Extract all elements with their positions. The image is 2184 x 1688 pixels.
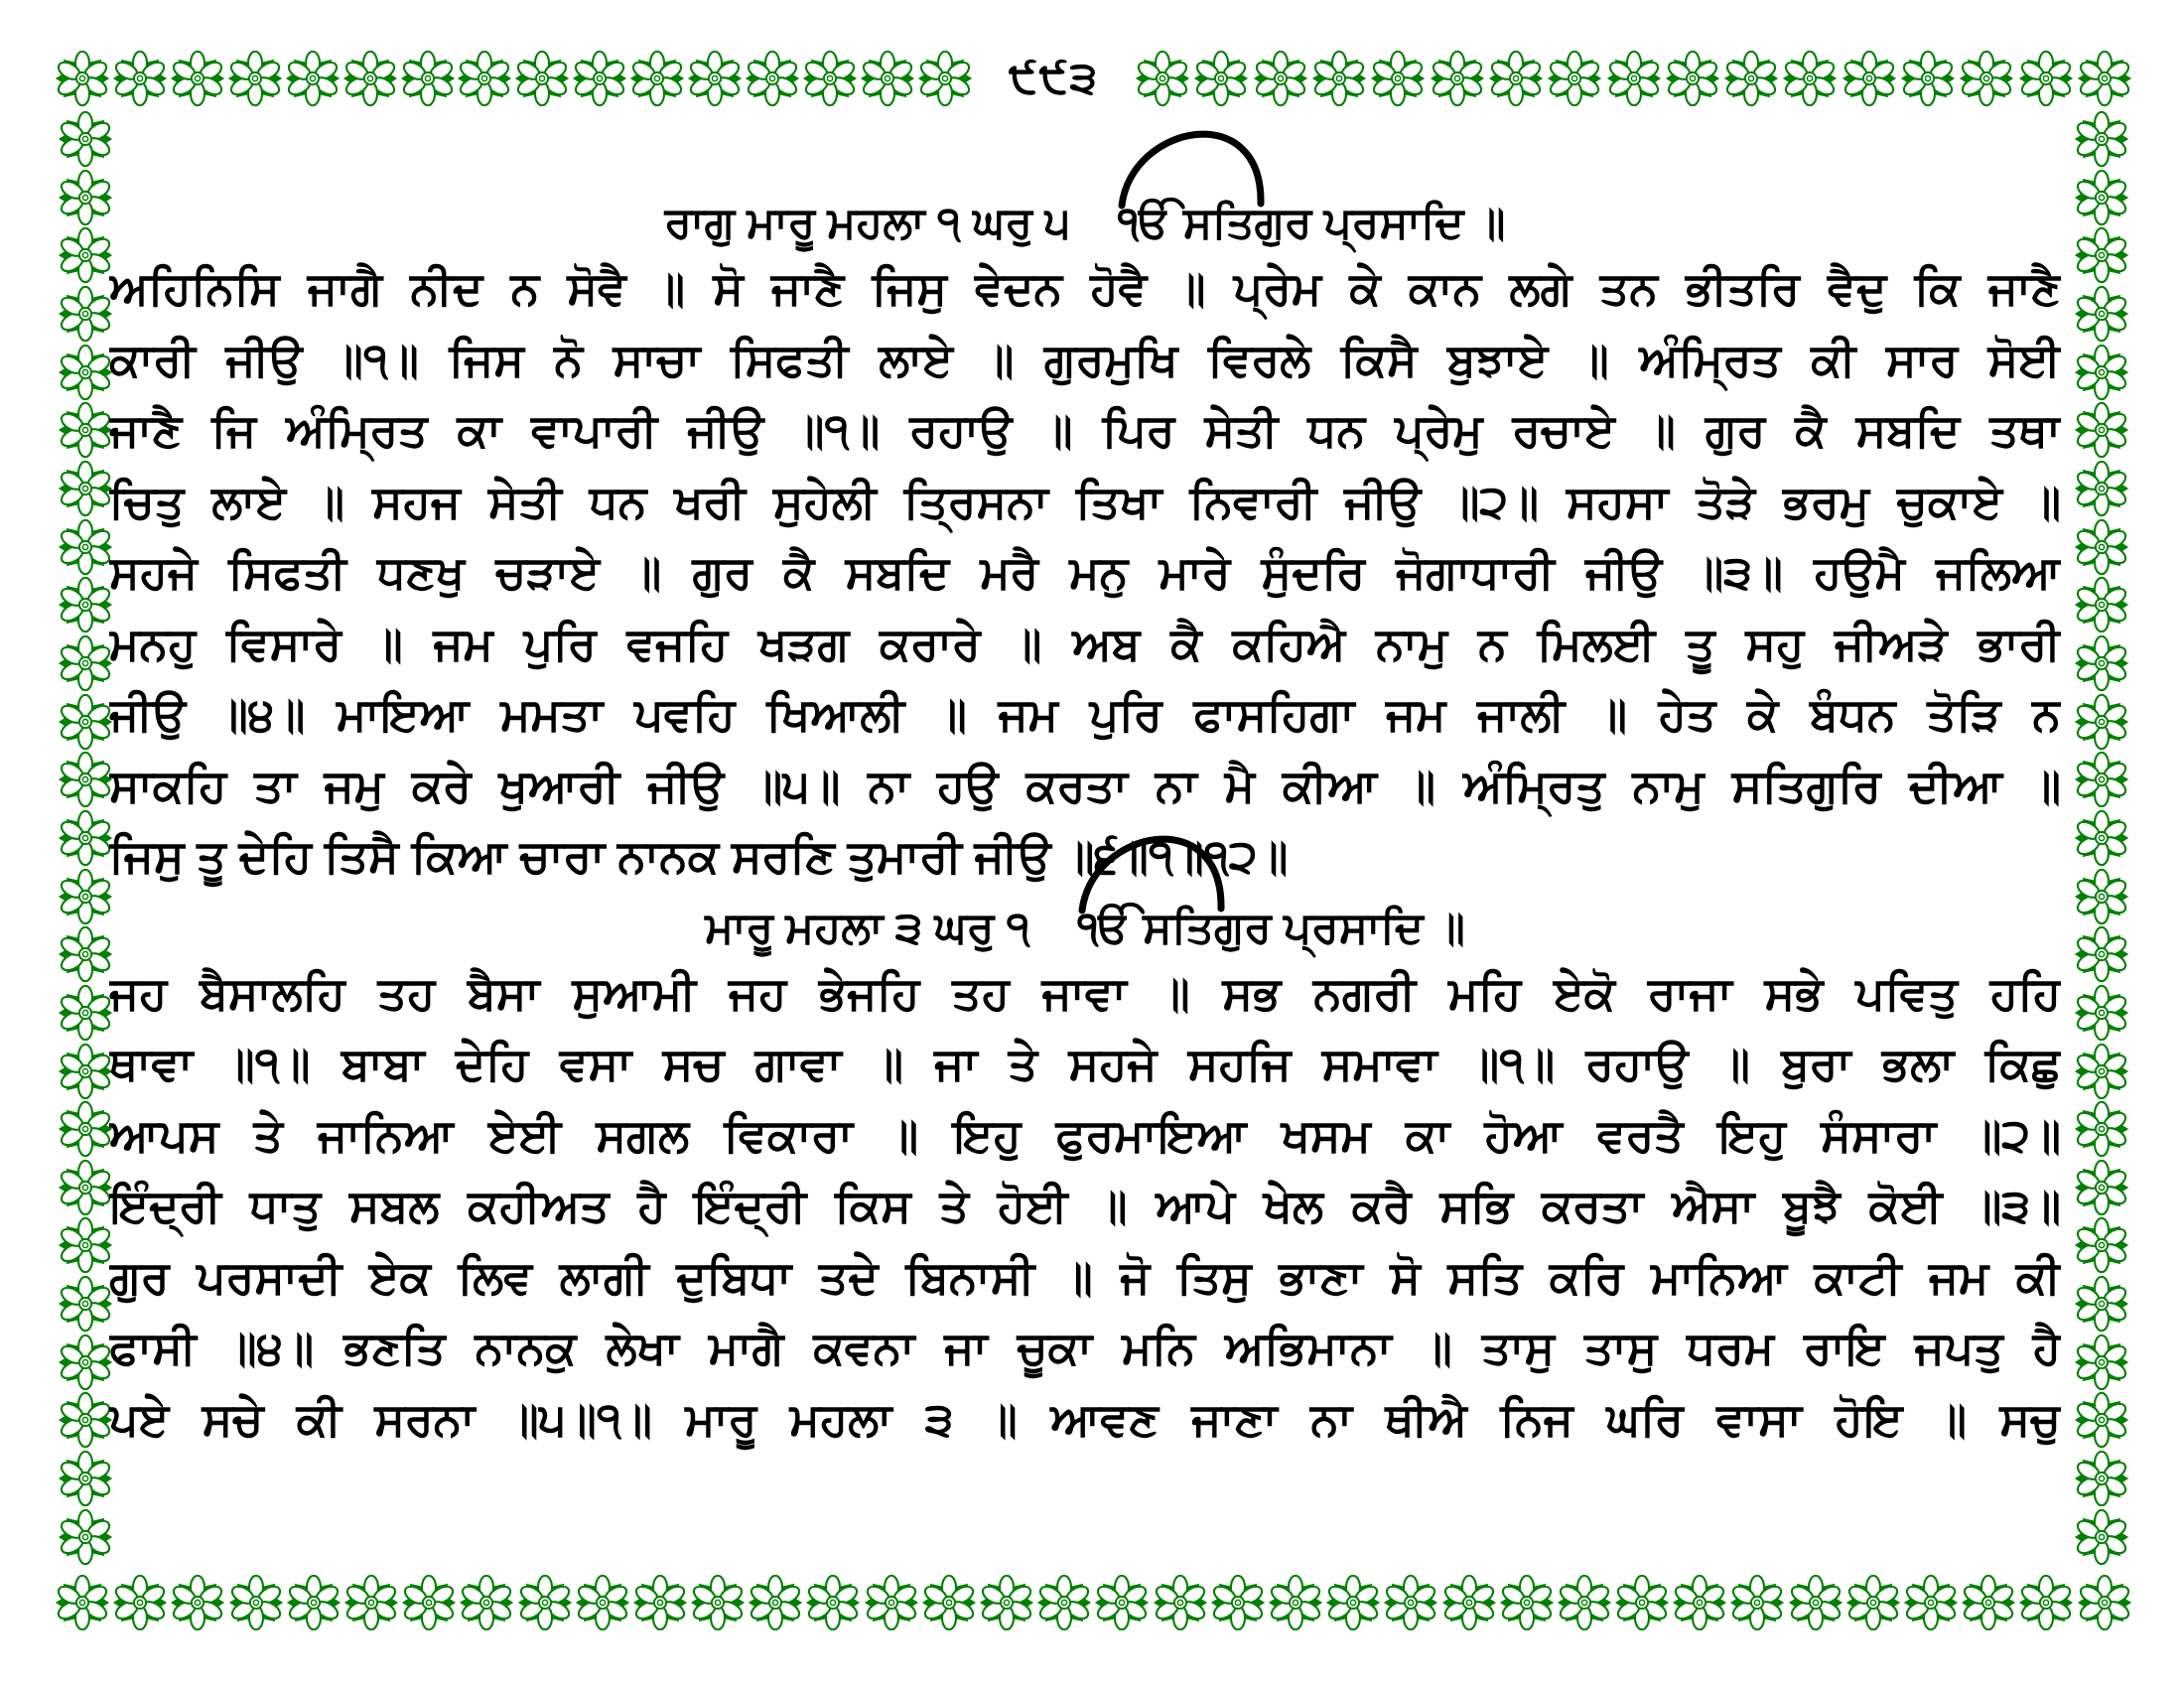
flower-icon [286, 1575, 341, 1630]
flower-icon [1036, 1575, 1092, 1630]
flower-icon [1547, 51, 1602, 106]
scripture-line: ਜਿਸੁ ਤੂ ਦੇਹਿ ਤਿਸੈ ਕਿਆ ਚਾਰਾ ਨਾਨਕ ਸਰਣਿ ਤੁਮਾਰੀ ਜੀਉ ॥੬॥੧॥੧੨॥ [109, 830, 1289, 882]
flower-icon [58, 869, 113, 924]
flower-icon [58, 1392, 113, 1448]
flower-icon [2074, 810, 2129, 866]
flower-icon [58, 1044, 113, 1099]
flower-icon [2074, 1509, 2129, 1565]
flower-icon [170, 1575, 225, 1630]
flower-icon [2074, 869, 2129, 924]
flower-icon [401, 1575, 457, 1630]
flower-icon [2074, 1217, 2129, 1273]
scripture-line: ਅਹਿਨਿਸਿ ਜਾਗੈ ਨੀਦ ਨ ਸੋਵੈ ॥ ਸੋ ਜਾਣੈ ਜਿਸੁ ਵੇਦਨ ਹੋਵੈ ॥ ਪ੍ਰੇਮ ਕੇ ਕਾਨ ਲਗੇ ਤਨ ਭੀਤਰਿ ਵੈਦੁ ਕਿ ਜਾਣੈ [109, 262, 2061, 314]
flower-icon [58, 926, 113, 982]
flower-icon [2074, 926, 2129, 982]
flower-icon [2074, 1276, 2129, 1332]
flower-icon [58, 519, 113, 575]
flower-icon [1268, 1575, 1323, 1630]
flower-icon [1842, 51, 1897, 106]
top-border-left-flowers [55, 51, 973, 106]
flower-icon [58, 985, 113, 1041]
flower-icon [2074, 461, 2129, 516]
flower-icon [687, 51, 743, 106]
flower-icon [629, 51, 685, 106]
top-border [55, 48, 2132, 109]
flower-icon [2074, 694, 2129, 750]
scripture-line: ਫਾਸੀ ॥੪॥ ਭਣਤਿ ਨਾਨਕੁ ਲੇਖਾ ਮਾਗੈ ਕਵਨਾ ਜਾ ਚੂਕਾ ਮਨਿ ਅਭਿਮਾਨਾ ॥ ਤਾਸੁ ਤਾਸੁ ਧਰਮ ਰਾਇ ਜਪਤੁ ਹੈ [109, 1322, 2061, 1373]
flower-icon [1210, 1575, 1266, 1630]
flower-icon [58, 635, 113, 691]
flower-icon [1729, 1575, 1785, 1630]
flower-icon [58, 170, 113, 225]
flower-icon [2074, 345, 2129, 400]
flower-icon [58, 227, 113, 283]
top-border-right-flowers [1135, 51, 2132, 106]
flower-icon [2018, 51, 2074, 106]
flower-icon [748, 1575, 803, 1630]
flower-icon [55, 51, 110, 106]
flower-icon [58, 461, 113, 516]
scripture-line: ਚਿਤੁ ਲਾਏ ॥ ਸਹਜ ਸੇਤੀ ਧਨ ਖਰੀ ਸੁਹੇਲੀ ਤ੍ਰਿਸਨਾ ਤਿਖਾ ਨਿਵਾਰੀ ਜੀਉ ॥੨॥ ਸਹਸਾ ਤੋੜੇ ਭਰਮੁ ਚੁਕਾਏ ॥ [109, 475, 2061, 527]
flower-icon [1959, 51, 2014, 106]
flower-icon [575, 1575, 630, 1630]
flower-icon [2074, 402, 2129, 458]
flower-icon [1153, 1575, 1208, 1630]
scripture-line: ਸਹਜੇ ਸਿਫਤੀ ਧਣਖੁ ਚੜਾਏ ॥ ਗੁਰ ਕੈ ਸਬਦਿ ਮਰੈ ਮਨੁ ਮਾਰੇ ਸੁੰਦਰਿ ਜੋਗਾਧਾਰੀ ਜੀਉ ॥੩॥ ਹਉਮੈ ਜਲਿਆ [109, 546, 2061, 598]
flower-icon [1253, 51, 1308, 106]
flower-icon [58, 1335, 113, 1390]
flower-icon [58, 1276, 113, 1332]
flower-icon [400, 51, 456, 106]
flower-icon [2074, 985, 2129, 1041]
heading-invocation [1078, 899, 1465, 958]
flower-icon [58, 1101, 113, 1157]
flower-icon [1135, 51, 1190, 106]
flower-icon [1441, 1575, 1497, 1630]
flower-icon [2074, 519, 2129, 575]
ek-onkar-flourish-icon [1112, 114, 1298, 210]
flower-icon [1614, 1575, 1670, 1630]
flower-icon [58, 286, 113, 342]
bottom-border [55, 1572, 2132, 1633]
flower-icon [227, 51, 283, 106]
flower-icon [343, 1575, 399, 1630]
flower-icon [2074, 1044, 2129, 1099]
flower-icon [2074, 1335, 2129, 1390]
flower-icon [860, 51, 915, 106]
invocation-text: ੴ ਸਤਿਗੁਰ ਪ੍ਰਸਾਦਿ ॥ [1118, 199, 1506, 247]
flower-icon [58, 694, 113, 750]
flower-icon [112, 51, 168, 106]
flower-icon [1782, 51, 1838, 106]
scripture-line: ਕਾਰੀ ਜੀਉ ॥੧॥ ਜਿਸ ਨੋ ਸਾਚਾ ਸਿਫਤੀ ਲਾਏ ॥ ਗੁਰਮੁਖਿ ਵਿਰਲੇ ਕਿਸੈ ਬੁਝਾਏ ॥ ਅੰਮ੍ਰਿਤ ਕੀ ਸਾਰ ਸੋਈ [109, 333, 2061, 385]
flower-icon [58, 1217, 113, 1273]
heading-title: ਰਾਗੁ ਮਾਰੂ ਮਹਲਾ ੧ ਘਰੁ ੫ [664, 199, 1071, 247]
flower-icon [1672, 1575, 1727, 1630]
flower-icon [979, 1575, 1034, 1630]
flower-icon [632, 1575, 688, 1630]
flower-icon [1723, 51, 1779, 106]
flower-icon [517, 1575, 573, 1630]
flower-icon [864, 1575, 919, 1630]
flower-icon [1311, 51, 1367, 106]
flower-icon [1383, 1575, 1438, 1630]
flower-icon [2077, 1575, 2132, 1630]
flower-icon [1557, 1575, 1612, 1630]
heading-invocation [1118, 194, 1505, 253]
section-heading [109, 893, 2061, 958]
flower-icon [2077, 51, 2132, 106]
flower-icon [285, 51, 341, 106]
flower-icon [2074, 1160, 2129, 1215]
flower-icon [690, 1575, 746, 1630]
flower-icon [514, 51, 570, 106]
flower-icon [2018, 1575, 2074, 1630]
flower-icon [58, 810, 113, 866]
right-border [2074, 111, 2129, 1565]
scripture-line: ਜਾਣੈ ਜਿ ਅੰਮ੍ਰਿਤ ਕਾ ਵਾਪਾਰੀ ਜੀਉ ॥੧॥ ਰਹਾਉ ॥ ਪਿਰ ਸੇਤੀ ਧਨ ਪ੍ਰੇਮੁ ਰਚਾਏ ॥ ਗੁਰ ਕੈ ਸਬਦਿ ਤਥਾ [109, 404, 2061, 456]
flower-icon [459, 1575, 514, 1630]
flower-icon [58, 752, 113, 807]
flower-icon [1903, 1575, 1959, 1630]
flower-icon [228, 1575, 284, 1630]
scripture-line: ਗੁਰ ਪਰਸਾਦੀ ਏਕ ਲਿਵ ਲਾਗੀ ਦੁਬਿਧਾ ਤਦੇ ਬਿਨਾਸੀ ॥ ਜੋ ਤਿਸੁ ਭਾਣਾ ਸੋ ਸਤਿ ਕਰਿ ਮਾਨਿਆ ਕਾਟੀ ਜਮ ਕੀ [109, 1250, 2061, 1303]
flower-icon [1845, 1575, 1901, 1630]
flower-icon [1788, 1575, 1843, 1630]
flower-icon [1900, 51, 1956, 106]
flower-icon [2074, 111, 2129, 167]
section-heading [109, 157, 2061, 253]
flower-icon [112, 1575, 168, 1630]
flower-icon [1488, 51, 1544, 106]
flower-icon [1499, 1575, 1555, 1630]
flower-icon [572, 51, 627, 106]
flower-icon [58, 111, 113, 167]
flower-icon [2074, 635, 2129, 691]
page-number: ੯੯੩ [1008, 54, 1099, 102]
flower-icon [2074, 1392, 2129, 1448]
flower-icon [170, 51, 225, 106]
flower-icon [1961, 1575, 2016, 1630]
flower-icon [2074, 227, 2129, 283]
flower-icon [55, 1575, 110, 1630]
heading-title: ਮਾਰੂ ਮਹਲਾ ੩ ਘਰੁ ੧ [705, 903, 1030, 952]
flower-icon [2074, 752, 2129, 807]
flower-icon [802, 51, 858, 106]
flower-icon [457, 51, 512, 106]
flower-icon [58, 1160, 113, 1215]
flower-icon [58, 345, 113, 400]
scripture-line: ਆਪਸ ਤੇ ਜਾਨਿਆ ਏਈ ਸਗਲ ਵਿਕਾਰਾ ॥ ਇਹੁ ਫੁਰਮਾਇਆ ਖਸਮ ਕਾ ਹੋਆ ਵਰਤੈ ਇਹੁ ਸੰਸਾਰਾ ॥੨॥ [109, 1108, 2061, 1161]
left-border [58, 111, 113, 1565]
scripture-line: ਜੀਉ ॥੪॥ ਮਾਇਆ ਮਮਤਾ ਪਵਹਿ ਖਿਆਲੀ ॥ ਜਮ ਪੁਰਿ ਫਾਸਹਿਗਾ ਜਮ ਜਾਲੀ ॥ ਹੇਤ ਕੇ ਬੰਧਨ ਤੋੜਿ ਨ [109, 688, 2061, 740]
flower-icon [1094, 1575, 1150, 1630]
flower-icon [1325, 1575, 1381, 1630]
flower-icon [1665, 51, 1720, 106]
flower-icon [2074, 577, 2129, 633]
flower-icon [2074, 1101, 2129, 1157]
flower-icon [2074, 286, 2129, 342]
scripture-line: ਸਾਕਹਿ ਤਾ ਜਮੁ ਕਰੇ ਖੁਆਰੀ ਜੀਉ ॥੫॥ ਨਾ ਹਉ ਕਰਤਾ ਨਾ ਮੈ ਕੀਆ ॥ ਅੰਮ੍ਰਿਤੁ ਨਾਮੁ ਸਤਿਗੁਰਿ ਦੀਆ ॥ [109, 759, 2061, 811]
scripture-line: ਥਾਵਾ ॥੧॥ ਬਾਬਾ ਦੇਹਿ ਵਸਾ ਸਚ ਗਾਵਾ ॥ ਜਾ ਤੇ ਸਹਜੇ ਸਹਜਿ ਸਮਾਵਾ ॥੧॥ ਰਹਾਉ ॥ ਬੁਰਾ ਭਲਾ ਕਿਛੁ [109, 1038, 2061, 1089]
flower-icon [58, 1509, 113, 1565]
flower-icon [1370, 51, 1426, 106]
flower-icon [1193, 51, 1249, 106]
scripture-line: ਪਏ ਸਚੇ ਕੀ ਸਰਨਾ ॥੫॥੧॥ ਮਾਰੂ ਮਹਲਾ ੩ ॥ ਆਵਣ ਜਾਣਾ ਨਾ ਥੀਐ ਨਿਜ ਘਰਿ ਵਾਸਾ ਹੋਇ ॥ ਸਚੁ [109, 1392, 2061, 1445]
flower-icon [2074, 170, 2129, 225]
scripture-line: ਇੰਦ੍ਰੀ ਧਾਤੁ ਸਬਲ ਕਹੀਅਤ ਹੈ ਇੰਦ੍ਰੀ ਕਿਸ ਤੇ ਹੋਈ ॥ ਆਪੇ ਖੇਲ ਕਰੈ ਸਭਿ ਕਰਤਾ ਐਸਾ ਬੂਝੈ ਕੋਈ ॥੩॥ [109, 1180, 2061, 1231]
flower-icon [58, 1451, 113, 1506]
flower-icon [917, 51, 973, 106]
flower-icon [745, 51, 800, 106]
invocation-text: ੴ ਸਤਿਗੁਰ ਪ੍ਰਸਾਦਿ ॥ [1077, 903, 1465, 952]
flower-icon [805, 1575, 861, 1630]
scripture-text [109, 157, 2061, 1455]
flower-icon [921, 1575, 977, 1630]
flower-icon [58, 577, 113, 633]
flower-icon [342, 51, 398, 106]
scripture-line: ਜਹ ਬੈਸਾਲਹਿ ਤਹ ਬੈਸਾ ਸੁਆਮੀ ਜਹ ਭੇਜਹਿ ਤਹ ਜਾਵਾ ॥ ਸਭ ਨਗਰੀ ਮਹਿ ਏਕੋ ਰਾਜਾ ਸਭੇ ਪਵਿਤੁ ਹਹਿ [109, 966, 2061, 1019]
scripture-line: ਮਨਹੁ ਵਿਸਾਰੇ ॥ ਜਮ ਪੁਰਿ ਵਜਹਿ ਖੜਗ ਕਰਾਰੇ ॥ ਅਬ ਕੈ ਕਹਿਐ ਨਾਮੁ ਨ ਮਿਲਈ ਤੂ ਸਹੁ ਜੀਅੜੇ ਭਾਰੀ [109, 617, 2061, 669]
flower-icon [1430, 51, 1485, 106]
flower-icon [2074, 1451, 2129, 1506]
flower-icon [1606, 51, 1662, 106]
flower-icon [58, 402, 113, 458]
